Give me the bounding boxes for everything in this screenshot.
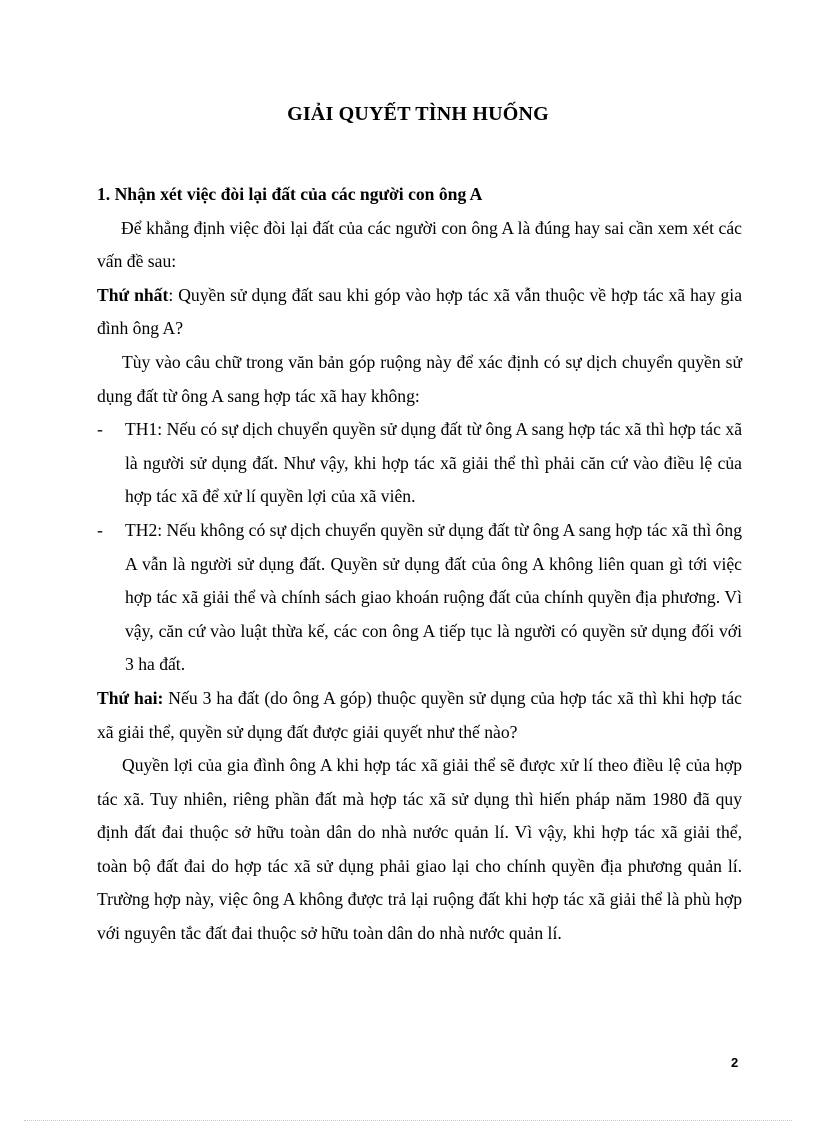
first-question-paragraph	[97, 279, 742, 346]
first-answer-paragraph: Tùy vào câu chữ trong văn bản góp ruộng này để xác định có sự dịch chuyển quyền sử dụng đất từ ông A sang hợp tác xã hay không:	[97, 351, 742, 406]
footer-divider	[24, 1120, 792, 1121]
list-item	[97, 514, 742, 682]
second-question: Nếu 3 ha đất (do ông A góp) thuộc quyền sử dụng của hợp tác xã thì khi hợp tác xã giải thể, quyền sử dụng đất được giải quyết như thế nào?	[97, 687, 742, 742]
page-number: 2	[731, 1055, 739, 1070]
bullet-text-th1: TH1: Nếu có sự dịch chuyển quyền sử dụng đất từ ông A sang hợp tác xã thì hợp tác xã là người sử dụng đất. Như vậy, khi hợp tác xã giải thể thì phải căn cứ vào điều lệ của hợp tác xã để xử lí quyền lợi của xã viên.	[125, 419, 742, 507]
second-answer-paragraph: Quyền lợi của gia đình ông A khi hợp tác xã giải thể sẽ được xử lí theo điều lệ của hợp tác xã. Tuy nhiên, riêng phần đất mà hợp tác xã sử dụng thì hiến pháp năm 1980 đã quy định đất đai thuộc sở hữu toàn dân do nhà nước quản lí. Vì vậy, khi hợp tác xã giải thể, toàn bộ đất đai do hợp tác xã sử dụng phải giao lại cho chính quyền địa phương quản lí. Trường hợp này, việc ông A không được trả lại ruộng đất khi hợp tác xã giải thể là phù hợp với nguyên tắc đất đai thuộc sở hữu toàn dân do nhà nước quản lí.	[97, 755, 742, 944]
intro-paragraph: Để khẳng định việc đòi lại đất của các người con ông A là đúng hay sai cần xem xét các vấn đề sau:	[97, 217, 742, 272]
first-question: : Quyền sử dụng đất sau khi góp vào hợp tác xã vẫn thuộc về hợp tác xã hay gia đình ông A?	[97, 284, 742, 339]
bullet-dash: -	[97, 519, 103, 540]
first-label: Thứ nhất	[97, 284, 169, 305]
second-label: Thứ hai:	[97, 687, 164, 708]
page-title: GIẢI QUYẾT TÌNH HUỐNG	[287, 103, 549, 125]
bullet-text-th2: TH2: Nếu không có sự dịch chuyển quyền sử dụng đất từ ông A sang hợp tác xã thì ông A vẫn là người sử dụng đất. Quyền sử dụng đất của ông A không liên quan gì tới việc hợp tác xã giải thể và chính sách giao khoán ruộng đất của chính quyền địa phương. Vì vậy, căn cứ vào luật thừa kế, các con ông A tiếp tục là người có quyền sử dụng đối với 3 ha đất.	[125, 519, 742, 675]
list-item	[97, 413, 742, 514]
document-body	[97, 178, 742, 951]
second-question-paragraph	[97, 682, 742, 749]
bullet-dash: -	[97, 419, 103, 440]
section-heading: 1. Nhận xét việc đòi lại đất của các người con ông A	[97, 184, 483, 204]
